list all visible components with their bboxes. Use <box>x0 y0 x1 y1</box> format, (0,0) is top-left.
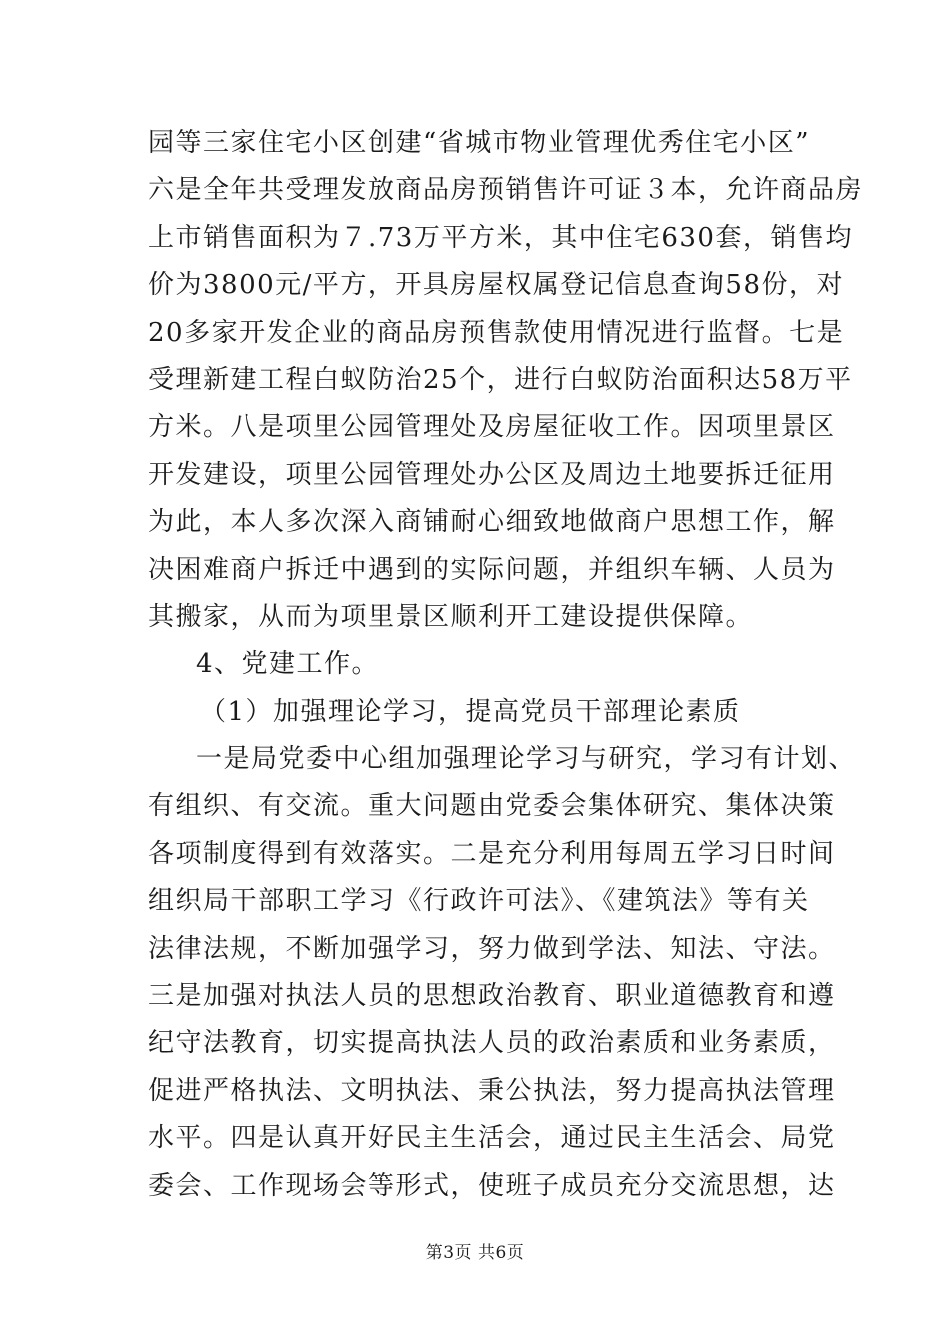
text-line: 决困难商户拆迁中遇到的实际问题，并组织车辆、人员为 <box>148 554 836 585</box>
subsection-heading: （1）加强理论学习，提高党员干部理论素质 <box>200 696 741 727</box>
text-line: 六是全年共受理发放商品房预销售许可证３本，允许商品房 <box>148 175 864 206</box>
body-text <box>148 120 864 1210</box>
text-line: 园等三家住宅小区创建“省城市物业管理优秀住宅小区” <box>148 128 811 158</box>
text-line: 法律法规，不断加强学习，努力做到学法、知法、守法。 <box>148 933 836 964</box>
text-line: 有组织、有交流。重大问题由党委会集体研究、集体决策 <box>148 791 836 822</box>
text-line: 开发建设，项里公园管理处办公区及周边土地要拆迁征用 <box>148 459 836 490</box>
text-line: 20多家开发企业的商品房预售款使用情况进行监督。七是 <box>148 317 845 348</box>
page-footer: 第3页 共6页 <box>425 1243 525 1263</box>
text-line: 受理新建工程白蚁防治25个，进行白蚁防治面积达58万平 <box>148 364 853 395</box>
text-line: 三是加强对执法人员的思想政治教育、职业道德教育和遵 <box>148 981 836 1012</box>
text-line: 一是局党委中心组加强理论学习与研究，学习有计划、 <box>196 744 857 775</box>
text-line: 水平。四是认真开好民主生活会，通过民主生活会、局党 <box>148 1123 836 1154</box>
text-line: 纪守法教育，切实提高执法人员的政治素质和业务素质， <box>148 1028 836 1059</box>
text-line: 促进严格执法、文明执法、秉公执法，努力提高执法管理 <box>148 1075 836 1106</box>
text-line: 为此，本人多次深入商铺耐心细致地做商户思想工作，解 <box>148 507 836 538</box>
text-line: 方米。八是项里公园管理处及房屋征收工作。因项里景区 <box>148 412 836 443</box>
text-line: 委会、工作现场会等形式，使班子成员充分交流思想，达 <box>148 1170 836 1201</box>
text-line: 价为3800元/平方，开具房屋权属登记信息查询58份，对 <box>148 270 845 301</box>
text-line: 上市销售面积为７.73万平方米，其中住宅630套，销售均 <box>148 222 853 253</box>
section-heading: 4、党建工作。 <box>196 649 380 680</box>
text-line: 其搬家，从而为项里景区顺利开工建设提供保障。 <box>148 601 754 632</box>
text-line: 各项制度得到有效落实。二是充分利用每周五学习日时间 <box>148 838 836 869</box>
text-line: 组织局干部职工学习《行政许可法》、《建筑法》等有关 <box>148 886 810 917</box>
